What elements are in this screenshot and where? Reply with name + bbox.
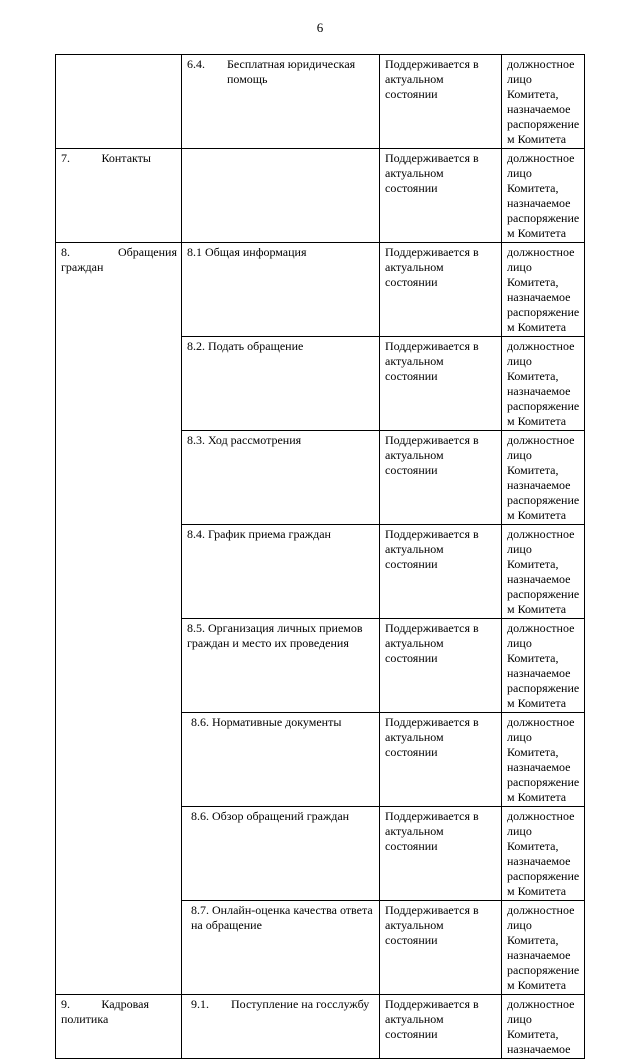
page-number: 6 [316, 20, 324, 35]
section-cell [56, 243, 182, 995]
subsection-text: Бесплатная юридическая помощь [227, 57, 356, 86]
responsible-cell: должностное лицо Комитета, назначаемое распоряжением Комитета [502, 807, 585, 901]
table-row [56, 995, 585, 1059]
subsection-cell: 8.1 Общая информация [182, 243, 380, 337]
subsection-cell: 8.7. Онлайн-оценка качества ответа на обращение [182, 901, 380, 995]
status-cell: Поддерживается в актуальном состоянии [380, 619, 502, 713]
status-cell: Поддерживается в актуальном состоянии [380, 807, 502, 901]
subsection-cell: 8.4. График приема граждан [182, 525, 380, 619]
section-name: Обращения [117, 245, 177, 259]
section-name: Контакты [101, 151, 151, 165]
subsection-cell: 8.6. Обзор обращений граждан [182, 807, 380, 901]
section-cell [56, 149, 182, 243]
document-table [55, 54, 585, 1059]
responsible-cell: должностное лицо Комитета, назначаемое распоряжением Комитета [502, 713, 585, 807]
status-cell: Поддерживается в актуальном состоянии [380, 995, 502, 1059]
responsible-cell: должностное лицо Комитета, назначаемое распоряжением Комитета [502, 149, 585, 243]
section-number: 7. [61, 151, 70, 165]
section-cell [56, 55, 182, 149]
responsible-cell: должностное лицо Комитета, назначаемое [502, 995, 585, 1059]
subsection-cell [182, 995, 380, 1059]
table-row [56, 149, 585, 243]
table-row [56, 55, 585, 149]
responsible-cell: должностное лицо Комитета, назначаемое распоряжением Комитета [502, 431, 585, 525]
status-cell: Поддерживается в актуальном состоянии [380, 431, 502, 525]
section-number: 8. [61, 245, 70, 259]
subsection-cell [182, 55, 380, 149]
section-number: 9. [61, 997, 70, 1011]
subsection-cell [182, 149, 380, 243]
subsection-cell: 8.2. Подать обращение [182, 337, 380, 431]
subsection-number: 9.1. [191, 997, 209, 1011]
table-row [56, 243, 585, 337]
subsection-number: 6.4. [187, 57, 205, 71]
subsection-text: Поступление на госслужбу [231, 997, 370, 1011]
subsection-cell: 8.3. Ход рассмотрения [182, 431, 380, 525]
status-cell: Поддерживается в актуальном состоянии [380, 243, 502, 337]
responsible-cell: должностное лицо Комитета, назначаемое распоряжением Комитета [502, 619, 585, 713]
responsible-cell: должностное лицо Комитета, назначаемое распоряжением Комитета [502, 525, 585, 619]
section-name: Кадровая [101, 997, 149, 1011]
section-name-continued: политика [61, 1012, 109, 1026]
responsible-cell: должностное лицо Комитета, назначаемое распоряжением Комитета [502, 337, 585, 431]
subsection-cell: 8.5. Организация личных приемов граждан и место их проведения [182, 619, 380, 713]
status-cell: Поддерживается в актуальном состоянии [380, 525, 502, 619]
responsible-cell: должностное лицо Комитета, назначаемое распоряжением Комитета [502, 243, 585, 337]
status-cell: Поддерживается в актуальном состоянии [380, 337, 502, 431]
subsection-cell: 8.6. Нормативные документы [182, 713, 380, 807]
status-cell: Поддерживается в актуальном состоянии [380, 901, 502, 995]
status-cell: Поддерживается в актуальном состоянии [380, 713, 502, 807]
responsible-cell: должностное лицо Комитета, назначаемое распоряжением Комитета [502, 901, 585, 995]
status-cell: Поддерживается в актуальном состоянии [380, 55, 502, 149]
status-cell: Поддерживается в актуальном состоянии [380, 149, 502, 243]
section-cell [56, 995, 182, 1059]
section-name-continued: граждан [61, 260, 104, 274]
responsible-cell: должностное лицо Комитета, назначаемое распоряжением Комитета [502, 55, 585, 149]
